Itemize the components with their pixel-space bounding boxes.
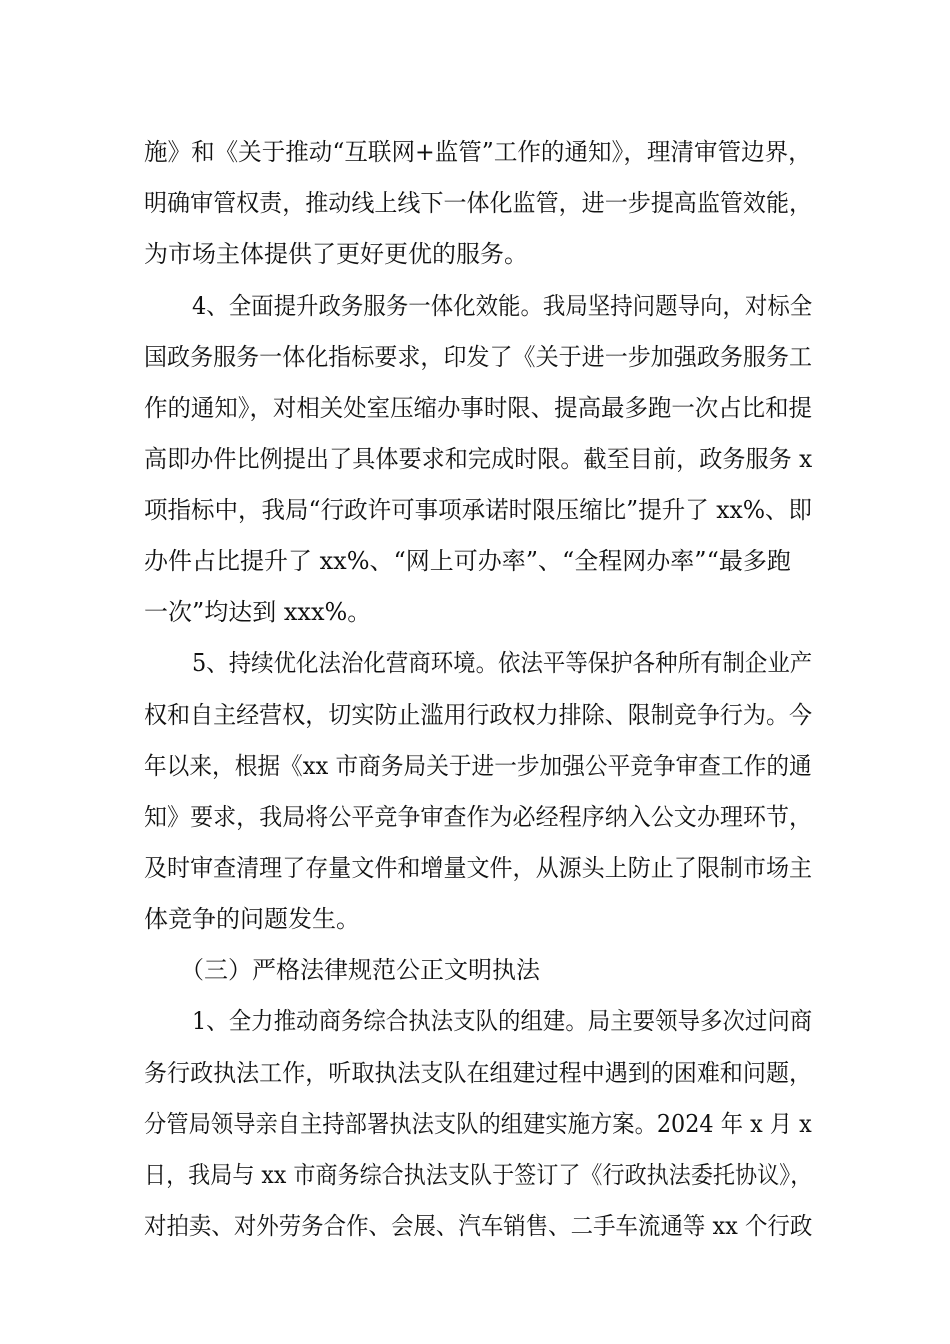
text-line: 务行政执法工作，听取执法支队在组建过程中遇到的困难和问题， bbox=[144, 1059, 813, 1087]
text-line: 作的通知》，对相关处室压缩办事时限、提高最多跑一次占比和提 bbox=[144, 394, 812, 422]
text-line: 及时审查清理了存量文件和增量文件，从源头上防止了限制市场主 bbox=[144, 854, 813, 882]
text-line: 施》和《关于推动“互联网+监管”工作的通知》，理清审管边界， bbox=[144, 138, 812, 166]
text-line: 4、全面提升政务服务一体化效能。我局坚持问题导向，对标全 bbox=[192, 292, 813, 320]
text-line: 5、持续优化法治化营商环境。依法平等保护各种所有制企业产 bbox=[192, 649, 813, 677]
text-line: 体竞争的问题发生。 bbox=[144, 905, 360, 933]
text-line: 项指标中，我局“行政许可事项承诺时限压缩比”提升了 xx%、即 bbox=[144, 496, 813, 524]
text-line: 日，我局与 xx 市商务综合执法支队于签订了《行政执法委托协议》， bbox=[144, 1161, 813, 1189]
text-line: 权和自主经营权，切实防止滥用行政权力排除、限制竞争行为。今 bbox=[144, 701, 813, 729]
text-line: 1、全力推动商务综合执法支队的组建。局主要领导多次过问商 bbox=[192, 1007, 813, 1035]
text-line: 一次”均达到 xxx%。 bbox=[144, 598, 372, 626]
text-line: 知》要求，我局将公平竞争审查作为必经程序纳入公文办理环节， bbox=[144, 803, 813, 831]
section-heading: （三）严格法律规范公正文明执法 bbox=[180, 956, 540, 984]
text-line: 对拍卖、对外劳务合作、会展、汽车销售、二手车流通等 xx 个行政 bbox=[144, 1212, 813, 1240]
text-line: 高即办件比例提出了具体要求和完成时限。截至目前，政务服务 x bbox=[144, 445, 813, 473]
text-line: 为市场主体提供了更好更优的服务。 bbox=[144, 240, 528, 268]
text-line: 分管局领导亲自主持部署执法支队的组建实施方案。2024 年 x 月 x bbox=[144, 1110, 812, 1138]
text-line: 国政务服务一体化指标要求，印发了《关于进一步加强政务服务工 bbox=[144, 343, 813, 371]
text-line: 明确审管权责，推动线上线下一体化监管，进一步提高监管效能， bbox=[144, 189, 813, 217]
text-line: 年以来，根据《xx 市商务局关于进一步加强公平竞争审查工作的通 bbox=[144, 752, 812, 780]
text-line: 办件占比提升了 xx%、“网上可办率”、“全程网办率”“最多跑 bbox=[144, 547, 791, 575]
